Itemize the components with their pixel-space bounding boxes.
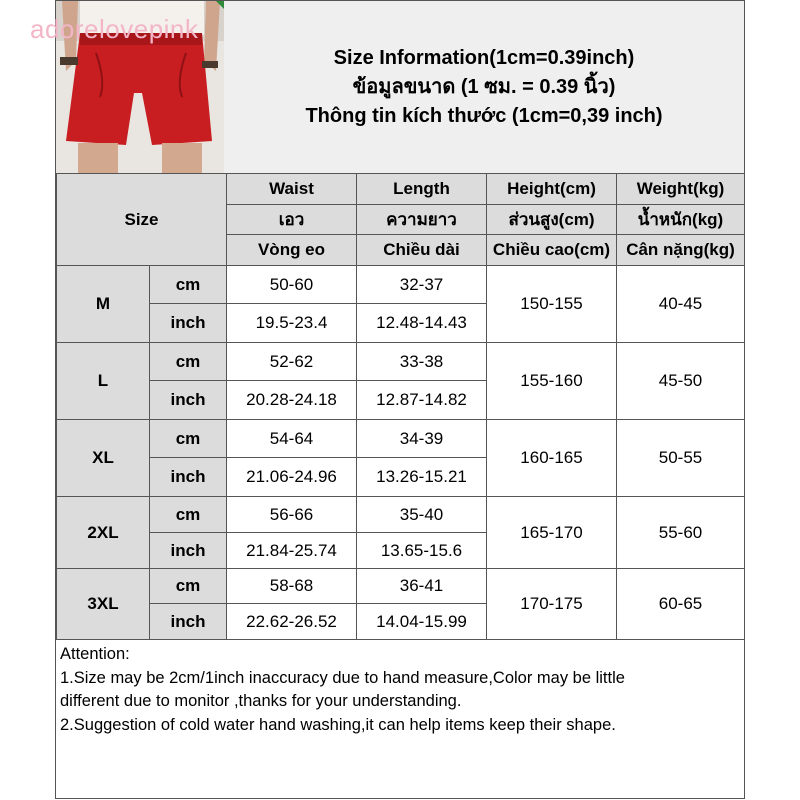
- length-inch: 12.87-14.82: [357, 381, 487, 420]
- weight-cell: 55-60: [617, 497, 745, 569]
- title-english: Size Information(1cm=0.39inch): [333, 46, 635, 69]
- title-vietnamese: Thông tin kích thước (1cm=0,39 inch): [305, 104, 663, 127]
- col-waist-en: Waist: [227, 174, 357, 205]
- size-label-l: L: [57, 343, 150, 420]
- waist-inch: 22.62-26.52: [227, 604, 357, 640]
- table-row: [57, 343, 745, 381]
- height-cell: 150-155: [487, 266, 617, 343]
- table-row: [57, 497, 745, 533]
- length-cm: 32-37: [357, 266, 487, 304]
- unit-inch: inch: [150, 304, 227, 343]
- unit-inch: inch: [150, 381, 227, 420]
- length-cm: 34-39: [357, 420, 487, 458]
- length-inch: 13.65-15.6: [357, 533, 487, 569]
- col-weight-en: Weight(kg): [617, 174, 745, 205]
- weight-cell: 60-65: [617, 569, 745, 640]
- size-label-2xl: 2XL: [57, 497, 150, 569]
- waist-inch: 21.06-24.96: [227, 458, 357, 497]
- col-weight-th: น้ำหนัก(kg): [617, 205, 745, 235]
- col-height-vi: Chiều cao(cm): [487, 235, 617, 266]
- col-length-th: ความยาว: [357, 205, 487, 235]
- height-cell: 165-170: [487, 497, 617, 569]
- unit-inch: inch: [150, 533, 227, 569]
- length-cm: 35-40: [357, 497, 487, 533]
- waist-cm: 52-62: [227, 343, 357, 381]
- unit-inch: inch: [150, 604, 227, 640]
- waist-inch: 19.5-23.4: [227, 304, 357, 343]
- col-waist-th: เอว: [227, 205, 357, 235]
- unit-cm: cm: [150, 420, 227, 458]
- size-chart-sheet: [55, 0, 745, 799]
- weight-cell: 50-55: [617, 420, 745, 497]
- height-cell: 170-175: [487, 569, 617, 640]
- length-cm: 36-41: [357, 569, 487, 604]
- height-cell: 160-165: [487, 420, 617, 497]
- table-row: [57, 420, 745, 458]
- size-header-cell: Size: [57, 174, 227, 266]
- attention-title: Attention:: [60, 645, 130, 663]
- attention-line-1: 1.Size may be 2cm/1inch inaccuracy due to hand measure,Color may be little: [60, 668, 625, 687]
- col-waist-vi: Vòng eo: [227, 235, 357, 266]
- table-row: [57, 266, 745, 304]
- waist-cm: 56-66: [227, 497, 357, 533]
- waist-cm: 50-60: [227, 266, 357, 304]
- col-length-en: Length: [357, 174, 487, 205]
- unit-cm: cm: [150, 569, 227, 604]
- waist-inch: 20.28-24.18: [227, 381, 357, 420]
- unit-cm: cm: [150, 497, 227, 533]
- size-label-m: M: [57, 266, 150, 343]
- length-cm: 33-38: [357, 343, 487, 381]
- weight-cell: 40-45: [617, 266, 745, 343]
- col-length-vi: Chiều dài: [357, 235, 487, 266]
- size-table: [56, 173, 745, 640]
- length-inch: 14.04-15.99: [357, 604, 487, 640]
- attention-line-3: 2.Suggestion of cold water hand washing,it can help items keep their shape.: [60, 715, 616, 734]
- size-label-3xl: 3XL: [57, 569, 150, 640]
- col-height-en: Height(cm): [487, 174, 617, 205]
- col-weight-vi: Cân nặng(kg): [617, 235, 745, 266]
- unit-inch: inch: [150, 458, 227, 497]
- watermark-text: adorelovepink: [30, 14, 199, 44]
- length-inch: 12.48-14.43: [357, 304, 487, 343]
- attention-line-2: different due to monitor ,thanks for your understanding.: [60, 692, 462, 710]
- col-height-th: ส่วนสูง(cm): [487, 205, 617, 235]
- waist-inch: 21.84-25.74: [227, 533, 357, 569]
- waist-cm: 58-68: [227, 569, 357, 604]
- unit-cm: cm: [150, 266, 227, 304]
- size-label-xl: XL: [57, 420, 150, 497]
- weight-cell: 45-50: [617, 343, 745, 420]
- title-thai: ข้อมูลขนาด (1 ซม. = 0.39 นิ้ว): [352, 75, 616, 98]
- height-cell: 155-160: [487, 343, 617, 420]
- length-inch: 13.26-15.21: [357, 458, 487, 497]
- unit-cm: cm: [150, 343, 227, 381]
- table-row: [57, 569, 745, 604]
- attention-notes: [56, 641, 744, 739]
- size-information-header: [224, 1, 744, 174]
- header-row-english: [57, 174, 745, 205]
- waist-cm: 54-64: [227, 420, 357, 458]
